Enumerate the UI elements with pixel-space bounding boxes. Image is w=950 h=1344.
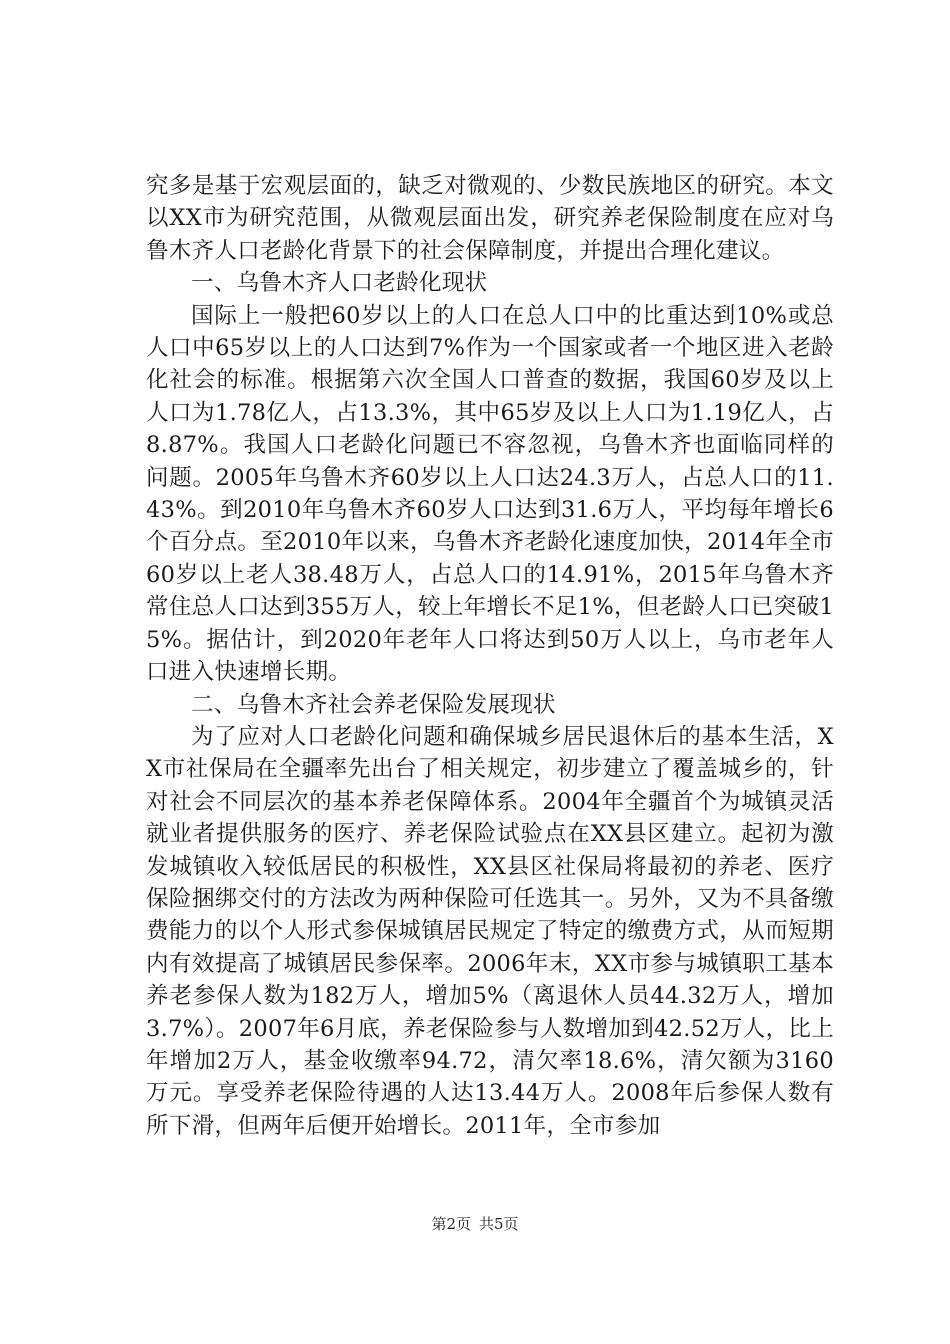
paragraph-aging-statistics: 国际上一般把60岁以上的人口在总人口中的比重达到10%或总人口中65岁以上的人口达到7%作为一个国家或者一个地区进入老龄化社会的标准。根据第六次全国人口普查的数据，我国60岁及以上人口为1.78亿人，占13.3%，其中65岁及以上人口为1.19亿人，占8.87%。我国人口老龄化问题已不容忽视，乌鲁木齐也面临同样的问题。2005年乌鲁木齐60岁以上人口达24.3万人，占总人口的11.43%。到2010年乌鲁木齐60岁人口达到31.6万人，平均每年增长6个百分点。至2010年以来，乌鲁木齐老龄化速度加快，2014年全市60岁以上老人38.48万人，占总人口的14.91%，2015年乌鲁木齐常住总人口达到355万人，较上年增长不足1%，但老龄人口已突破15%。据估计，到2020年老年人口将达到50万人以上，乌市老年人口进入快速增长期。	[146, 302, 834, 686]
paragraph-pension-development: 为了应对人口老龄化问题和确保城乡居民退休后的基本生活，XX市社保局在全疆率先出台了相关规定，初步建立了覆盖城乡的，针对社会不同层次的基本养老保障体系。2004年全疆首个为城镇灵活就业者提供服务的医疗、养老保险试验点在XX县区建立。起初为激发城镇收入较低居民的积极性，XX县区社保局将最初的养老、医疗保险捆绑交付的方法改为两种保险可任选其一。另外，又为不具备缴费能力的以个人形式参保城镇居民规定了特定的缴费方式，从而短期内有效提高了城镇居民参保率。2006年末，XX市参与城镇职工基本养老参保人数为182万人，增加5%（离退休人员44.32万人，增加3.7%）。2007年6月底，养老保险参与人数增加到42.52万人，比上年增加2万人，基金收缴率94.72，清欠率18.6%，清欠额为3160万元。享受养老保险待遇的人达13.44万人。2008年后参保人数有所下滑，但两年后便开始增长。2011年，全市参加	[146, 723, 834, 1139]
page-footer	[0, 1214, 950, 1234]
document-body	[146, 170, 834, 1142]
section-heading-aging-status: 一、乌鲁木齐人口老龄化现状	[191, 270, 488, 297]
page-total: 共5页	[479, 1215, 519, 1233]
section-heading-pension-status: 二、乌鲁木齐社会养老保险发展现状	[191, 691, 556, 718]
page-number: 第2页	[431, 1215, 471, 1233]
paragraph-intro-continuation: 究多是基于宏观层面的，缺乏对微观的、少数民族地区的研究。本文以XX市为研究范围，从微观层面出发，研究养老保险制度在应对乌鲁木齐人口老龄化背景下的社会保障制度，并提出合理化建议。	[146, 173, 834, 264]
